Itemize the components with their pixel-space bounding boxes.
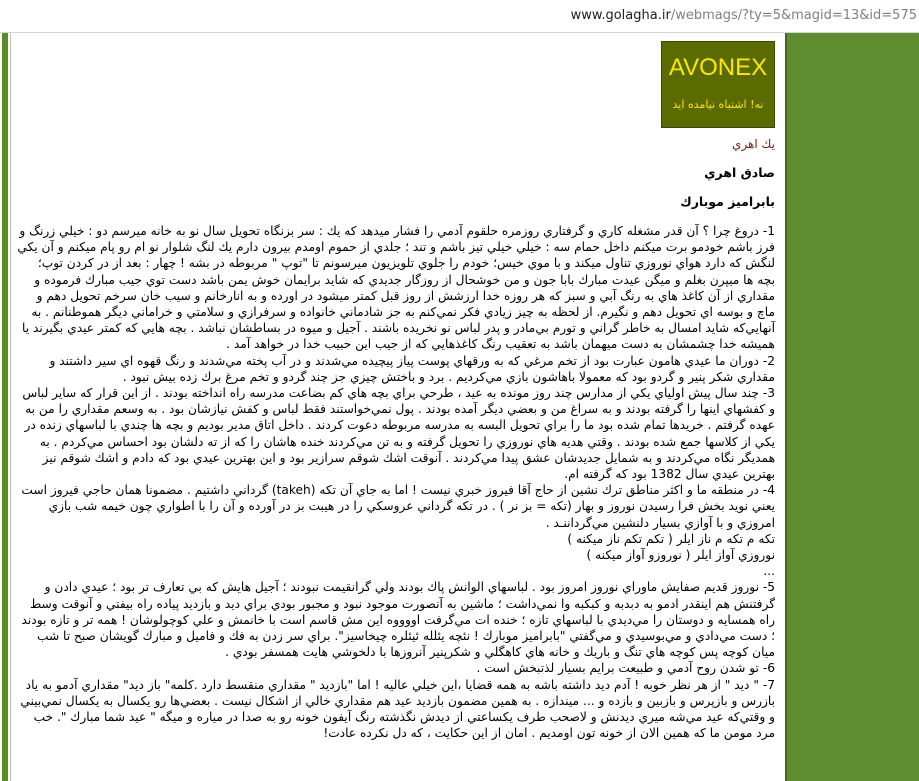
paragraph: 6- تو شدن روح آدمي و طبيعت برايم بسيار لذتبخش است . [476,661,775,676]
url-host: www.golagha.ir [570,8,671,23]
article-title: بابراميز موبارك [680,194,775,209]
left-sidebar [0,33,10,781]
author-link[interactable]: يك اهري [732,137,775,151]
ellipsis: ... [763,564,775,579]
address-bar[interactable] [0,0,919,33]
poem-line: تكه م تكه م ناز ايلر ( تكم تكم ناز ميكنه ) [567,531,775,546]
article [17,137,775,742]
paragraph: 7- " ديد " از هر نظر خوبه ! آدم ديد داشته باشه به همه قضايا ،اين خيلي عاليه ! اما "بازديد " مقداري منقسط دارد .كلمه" باز ديد" مقداري آدمو به ياد بازرس و بازپرس و بازبين و بازده و ... ميندازه . به همين مضمون بازديد عيد هم مقداري خالي از اشكال نيست . بعضي‌ها رو يكسال به يكسال نمي‌بيني و وقتي‌كه عيد مي‌شه ميري ديدنش و لاصحب طرف يكساعتي از ديدش نگذشته رنگ آيفون خونه رو به صدا در مياره و ميگه " عيد شما مبارك ". خب مرد مومن ما كه همين الان از خونه تون اومديم . امان از اين حكايت ، كه دل نكرده عادت! [20,677,775,741]
poem-line: نوروزي آواز ايلر ( نوروزو آواز ميكنه ) [586,548,775,563]
url-path: /webmags/?ty=5&magid=13&id=575 [670,8,917,23]
url-text[interactable] [571,8,917,23]
ad-banner[interactable] [661,41,775,128]
paragraph: 5- نوروز قديم صفايش ماوراي نوروز امروز بود . لباسهاي الوانش پاك بودند ولي گرانقيمت نبودند ؛ آجيل هايش كه بي تعارف تر بود ؛ عيدي دادن و گرفتنش هم اينقدر ادمو به دبدبه و كبكبه وا نمي‌داشت ؛ ماشين به آنصورت موجود نبود و مجبور بودي براي ديد و بازديد پياده راه بيفتي و آنوقت وسط راه همسايه و دوستان را مي‌ديدي با لباسهاي تازه ؛ خنده ات مي‌گرفت اووووه اين مش قاسم است با خانمش و علي كوچولوشان ! همه تر و تازه بودند ؛ دست مي‌دادي و مي‌بوسيدي و مي‌گفتي "بابراميز موبارك ! نئچه يئلله ئيئلره چيخاسيز". براي سر زدن به فك و فاميل و مبارك گويشان صبح تا شب ميان كوچه پس كوچه هاي تنگ و باريك و خانه هاي كاهگلي و شكرپنير آنروزها با دلخوشي هايت همسفر بودي . [21,580,775,660]
right-sidebar [787,33,919,781]
article-body [17,223,775,742]
content-frame [10,33,787,781]
author-name: صادق اهري [704,165,775,180]
ad-title: AVONEX [668,54,768,81]
left-sidebar-stripe [2,33,8,781]
paragraph: 4- در منطقه ما و اكثر مناطق ترك نشين از حاج آقا فيروز خبري نيست ! اما به جاي آن تكه (takeh) گرداني داشتيم . مضمونا همان حاجي فيروز است يعني نويد بخش فرا رسيدن نوروز و بهار (تكه = بز نر ) . در تكه گرداني عروسكي را در هيبت بز در آورده و آن را با اطواري چون خيمه شب بازي امروزي و با آوازي بسيار دلنشين مي‌گرداننـد . [21,483,775,530]
paragraph: 3- چند سال پيش اولياي يكي از مدارس چند روز مونده به عيد ، طرحي براي بچه هاي كم بضاعت مدرسه راه انداخته بودند . از اين قرار كه ساير لباس و كفشهاي اينها را گرفته بودند و به سراغ من و بعضي ديگر آمده بودند . پول نمي‌خواستند فقط لباس و كفش نيازشان بود . به وسعم مقداري را من به عهده گرفتم . خريدها تمام شده بود ما را براي تحويل البسه به مدرسه مربوطه دعوت كردند . داخل اتاق مدير بوديم و بچه ها چندي با لباسهاي زنده در يكي از كلاسها جمع شده بودند . وقتي هديه هاي نوروزي را تحويل گرفته و به تن مي‌كردند خنده هاشان را كه از ته دلشان بود احساس مي‌كردم . به همديگر نگاه مي‌كردند و به شمايل جديدشان عشق پيدا مي‌كردند . آنوقت اشك شوقم سرازير بود و اين بهترين عيدي بود كه دادم و اشك شوقم نيز بهترين عيدي سال 1382 بود كه گرفته ام. [22,386,775,482]
ad-subtitle: نه! اشتباه نیامده اید [672,98,764,111]
paragraph: 1- دروغ چرا ؟ آن قدر مشغله كاري و گرفتاري روزمره حلقوم آدمي را فشار ميدهد كه يك : سر بزنگاه تحويل سال نو به خانه ميرسم دو : خيلي زرنگ و فرز باشم خودمو برت ميكنم داخل حمام سه : خيلي خيلي تيز باشم و تند ؛ جلدي از حموم اومدم بيرون دارم يك لنگ شلوار نو ام رو پام ميكنم و آن يكي لنگش كه دارد هواي نوروزي تناول ميكند و با موي خيس؛ خودم را جلوي تلويزيون ميرسونم تا "توپ " مربوطه در بشه ! چهار : بعد از در كردن توپ؛ بچه ها ميپرن بغلم و ميگن عيدت مبارك بابا جون و من خوشحال از روزگار جديدي كه شايد برايمان خوش يمن باشد دست توي جيب مبارك فرموده و مقداري از آن كاغذ هاي به رنگ آبي و سبز كه هر روزه خدا ارزشش از روز قبل كمتر ميشود در اورده و به انارخانم و سيب خان سرخم تحويل دهم و ماچ و بوسه اي تحويل دهم و نگيرم. از لحظه به چيز زيادي فكر نمي‌كنم به جز شادماني خانواده و سرفرازي و سلامتي و خراماني ديگر هموطنانم . به آنهايي‌كه شايد امسال به خاطر گراني و تورم بي‌مادر و پدر لباس نو نخريده باشند . آجيل و ميوه در بساطشان نباشد . بچه هايي كه كمتر عيدي بگيرند يا هميشه خدا چشمشان به دست ميهمان باشد به تعقيب رنگ كاغذهايي كه از جيب اين حبيب خدا در خواهد آمد . [17,224,775,352]
paragraph: 2- دوران ما عيدي هامون عبارت بود از تخم مرغي كه به ورقهاي پوست پياز پيچيده مي‌شدند و در آب پخته مي‌شدند و رنگ قهوه اي سير داشتند و مقداري شكر پنير و گردو بود كه معمولا باهاشون بازي مي‌كرديم . برد و باختش چيزي جز چند گردو و تخم مرغ برك زده بيش نبود . [49,353,775,384]
